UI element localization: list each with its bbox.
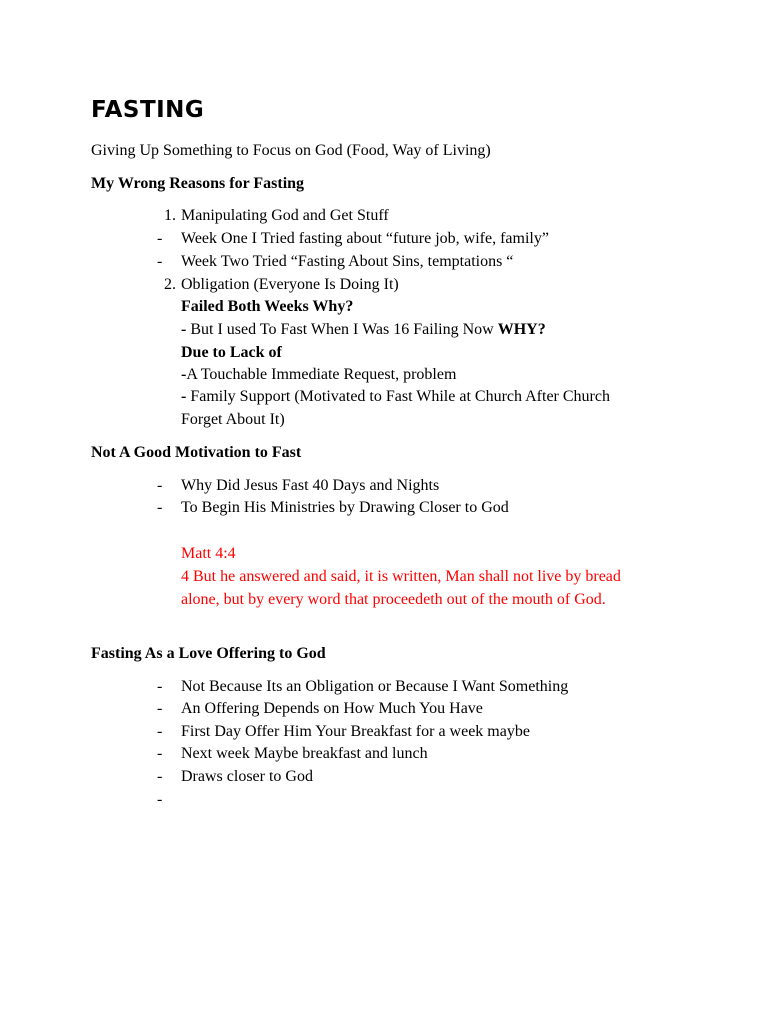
dash-prefix: - bbox=[181, 366, 187, 383]
dash-text: Draws closer to God bbox=[181, 768, 313, 785]
dash-text: Week One I Tried fasting about “future job, wife, family” bbox=[181, 230, 549, 247]
item-number: 2. bbox=[164, 276, 176, 293]
dash-bullet: - bbox=[157, 723, 163, 740]
dash-text: Why Did Jesus Fast 40 Days and Nights bbox=[181, 477, 440, 494]
section-heading-not-good-motivation: Not A Good Motivation to Fast bbox=[91, 444, 302, 461]
scripture-text-line: alone, but by every word that proceedeth out of the mouth of God. bbox=[181, 591, 606, 608]
scripture-reference: Matt 4:4 bbox=[181, 545, 236, 562]
dash-text: Next week Maybe breakfast and lunch bbox=[181, 745, 428, 762]
dash-text: An Offering Depends on How Much You Have bbox=[181, 700, 483, 717]
lack-text: Family Support (Motivated to Fast While at Church After Church bbox=[190, 388, 610, 405]
used-to-fast-note bbox=[181, 319, 546, 341]
dash-text: Not Because Its an Obligation or Because I Want Something bbox=[181, 678, 569, 695]
dash-bullet: - bbox=[157, 253, 163, 270]
dash-prefix: - bbox=[181, 321, 191, 338]
lack-item-continued: Forget About It) bbox=[181, 411, 285, 428]
item-text: Manipulating God and Get Stuff bbox=[181, 207, 389, 224]
dash-bullet: - bbox=[157, 700, 163, 717]
due-to-lack-heading: Due to Lack of bbox=[181, 344, 282, 361]
dash-bullet: - bbox=[157, 499, 163, 516]
scripture-text-line: 4 But he answered and said, it is written, Man shall not live by bread bbox=[181, 568, 621, 585]
why-emphasis: WHY? bbox=[497, 321, 546, 338]
dash-bullet: - bbox=[157, 477, 163, 494]
lack-text: A Touchable Immediate Request, problem bbox=[186, 366, 457, 383]
section-heading-wrong-reasons: My Wrong Reasons for Fasting bbox=[91, 175, 305, 192]
subtitle: Giving Up Something to Focus on God (Food, Way of Living) bbox=[91, 142, 491, 159]
dash-prefix: - bbox=[181, 388, 191, 405]
document-title: FASTING bbox=[91, 97, 205, 123]
lack-item bbox=[181, 364, 456, 386]
lack-item bbox=[181, 386, 610, 408]
section-heading-love-offering: Fasting As a Love Offering to God bbox=[91, 645, 326, 662]
dash-bullet: - bbox=[157, 791, 163, 808]
dash-text: To Begin His Ministries by Drawing Closer to God bbox=[181, 499, 509, 516]
item-text: Obligation (Everyone Is Doing It) bbox=[181, 276, 399, 293]
dash-text: Week Two Tried “Fasting About Sins, temptations “ bbox=[181, 253, 514, 270]
dash-bullet: - bbox=[157, 678, 163, 695]
dash-bullet: - bbox=[157, 745, 163, 762]
dash-bullet: - bbox=[157, 230, 163, 247]
note-text: But I used To Fast When I Was 16 Failing Now bbox=[190, 321, 498, 338]
item-number: 1. bbox=[164, 207, 176, 224]
dash-text: First Day Offer Him Your Breakfast for a week maybe bbox=[181, 723, 530, 740]
dash-bullet: - bbox=[157, 768, 163, 785]
failed-note: Failed Both Weeks Why? bbox=[181, 298, 354, 315]
